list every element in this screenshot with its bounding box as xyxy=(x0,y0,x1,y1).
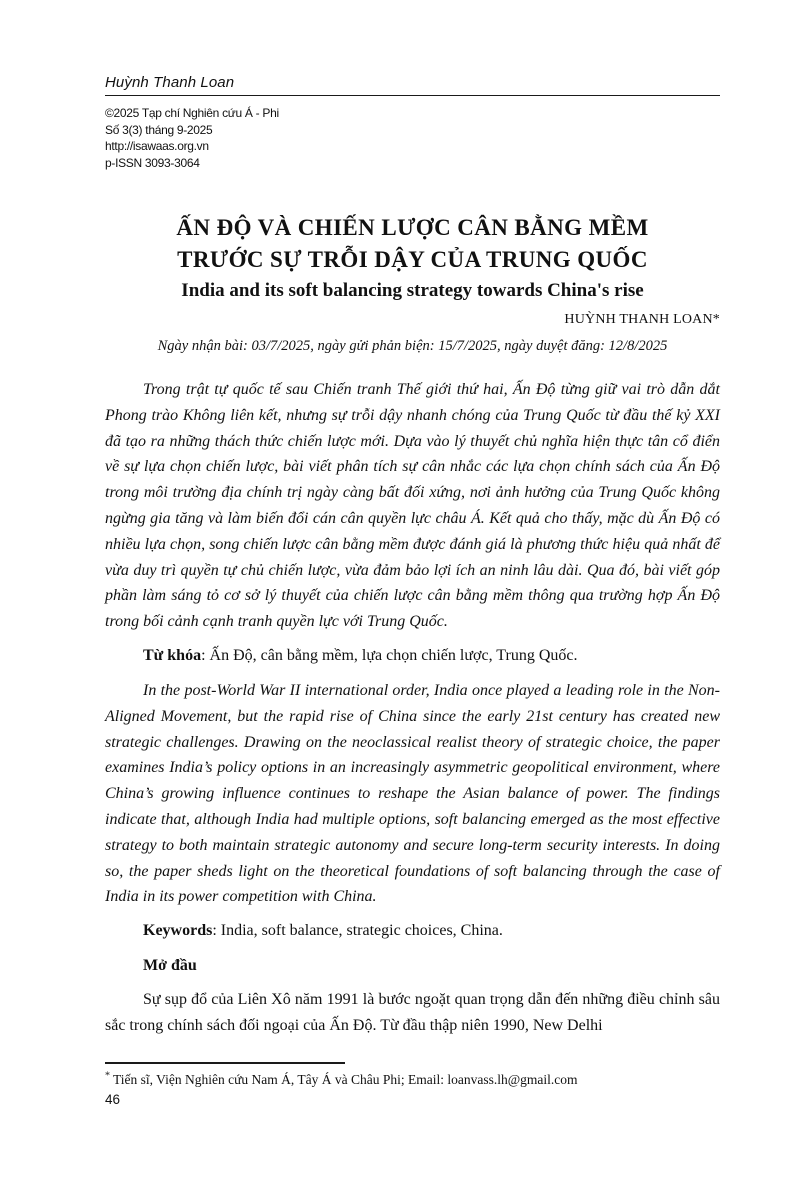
article-title-vi xyxy=(105,212,720,276)
journal-info xyxy=(105,105,720,171)
keywords-en-text: : India, soft balance, strategic choices, China. xyxy=(212,922,503,940)
article-body xyxy=(105,212,720,1039)
abstracts-block xyxy=(105,377,720,1039)
footnote-rule xyxy=(105,1062,345,1064)
keywords-en-label: Keywords xyxy=(143,922,213,940)
abstract-english: In the post-World War II international order, India once played a leading role in the Non-Aligned Movement, but the rapid rise of China since the early 21st century has created new strategic challenges. Drawing on the neoclassical realist theory of strategic choice, the paper examines India’s policy options in an increasingly asymmetric geopolitical environment, where China’s growing influence continues to reshape the Asian balance of power. The findings indicate that, although India had multiple options, soft balancing emerged as the most effective strategy to both maintain strategic autonomy and secure long-term security interests. In doing so, the paper sheds light on the theoretical foundations of soft balancing through the case of India in its power competition with China. xyxy=(105,681,720,906)
journal-issn: p-ISSN 3093-3064 xyxy=(105,155,200,170)
journal-url: http://isawaas.org.vn xyxy=(105,139,209,153)
running-head: Huỳnh Thanh Loan xyxy=(105,74,235,91)
journal-copyright: ©2025 Tạp chí Nghiên cứu Á - Phi xyxy=(105,106,279,120)
author-name: HUỲNH THANH LOAN* xyxy=(564,312,720,327)
footnote-marker: * xyxy=(105,1070,110,1082)
section-heading-intro: Mở đầu xyxy=(143,957,197,975)
submission-dates: Ngày nhận bài: 03/7/2025, ngày gửi phản biện: 15/7/2025, ngày duyệt đăng: 12/8/2025 xyxy=(157,338,668,354)
article-title-vi-line2: TRƯỚC SỰ TRỖI DẬY CỦA TRUNG QUỐC xyxy=(177,247,648,272)
keywords-vietnamese xyxy=(105,643,720,669)
page-number: 46 xyxy=(105,1092,121,1107)
page-header xyxy=(105,74,720,171)
footnote xyxy=(105,1071,720,1089)
article-title-vi-line1: ẤN ĐỘ VÀ CHIẾN LƯỢC CÂN BẰNG MỀM xyxy=(176,215,649,240)
keywords-english xyxy=(105,918,720,944)
abstract-vietnamese: Trong trật tự quốc tế sau Chiến tranh Thế giới thứ hai, Ấn Độ từng giữ vai trò dẫn dắt Phong trào Không liên kết, nhưng sự trỗi dậy nhanh chóng của Trung Quốc từ đầu thế kỷ XXI đã tạo ra những thách thức chiến lược mới. Dựa vào lý thuyết chủ nghĩa hiện thực tân cổ điển về sự lựa chọn chiến lược, bài viết phân tích sự cân nhắc các lựa chọn chính sách của Ấn Độ trong môi trường địa chính trị ngày càng bất đối xứng, nơi ảnh hưởng của Trung Quốc không ngừng gia tăng và làm biến đổi cán cân quyền lực châu Á. Kết quả cho thấy, mặc dù Ấn Độ có nhiều lựa chọn, song chiến lược cân bằng mềm được đánh giá là phương thức hiệu quả nhất để vừa duy trì quyền tự chủ chiến lược, vừa đảm bảo lợi ích an ninh lâu dài. Qua đó, bài viết góp phần làm sáng tỏ cơ sở lý thuyết của chiến lược cân bằng mềm thông qua trường hợp Ấn Độ trong bối cảnh cạnh tranh quyền lực với Trung Quốc. xyxy=(105,381,720,631)
journal-issue: Số 3(3) tháng 9-2025 xyxy=(105,122,213,137)
header-rule xyxy=(105,95,720,96)
keywords-vi-text: : Ấn Độ, cân bằng mềm, lựa chọn chiến lược, Trung Quốc. xyxy=(201,646,578,664)
article-title-en: India and its soft balancing strategy towards China's rise xyxy=(181,280,644,301)
footnote-text: Tiến sĩ, Viện Nghiên cứu Nam Á, Tây Á và Châu Phi; Email: loanvass.lh@gmail.com xyxy=(113,1072,578,1087)
keywords-vi-label: Từ khóa xyxy=(143,646,202,664)
intro-paragraph: Sự sụp đổ của Liên Xô năm 1991 là bước ngoặt quan trọng dẫn đến những điều chỉnh sâu sắc trong chính sách đối ngoại của Ấn Độ. Từ đầu thập niên 1990, New Delhi xyxy=(105,991,720,1034)
page-footer xyxy=(105,1062,720,1109)
